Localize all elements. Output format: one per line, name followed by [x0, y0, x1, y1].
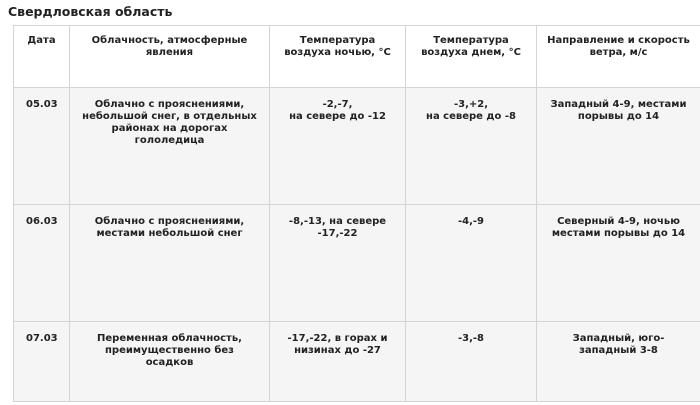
- day-temp-cell: -4,-9: [406, 205, 537, 322]
- header-wind: Направление и скорость ветра, м/с: [537, 26, 700, 88]
- table-row: [14, 322, 700, 402]
- night-temp-cell: -2,-7, на севере до -12: [270, 88, 406, 205]
- date-cell: 07.03: [14, 322, 70, 402]
- date-cell: 05.03: [14, 88, 70, 205]
- wind-cell: Западный 4-9, местами порывы до 14: [537, 88, 700, 205]
- header-date: Дата: [14, 26, 70, 88]
- night-temp-cell: -17,-22, в горах и низинах до -27: [270, 322, 406, 402]
- date-cell: 06.03: [14, 205, 70, 322]
- wind-cell: Западный, юго- западный 3-8: [537, 322, 700, 402]
- night-temp-cell: -8,-13, на севере -17,-22: [270, 205, 406, 322]
- clouds-cell: Переменная облачность, преимущественно без осадков: [70, 322, 270, 402]
- header-night-temp: Температура воздуха ночью, °С: [270, 26, 406, 88]
- header-clouds: Облачность, атмосферные явления: [70, 26, 270, 88]
- table-header-row: [14, 26, 700, 88]
- header-day-temp: Температура воздуха днем, °С: [406, 26, 537, 88]
- forecast-table: [13, 25, 700, 402]
- table-row: [14, 205, 700, 322]
- clouds-cell: Облачно с прояснениями, небольшой снег, в отдельных районах на дорогах гололедица: [70, 88, 270, 205]
- region-title: Свердловская область: [8, 4, 173, 19]
- day-temp-cell: -3,-8: [406, 322, 537, 402]
- wind-cell: Северный 4-9, ночью местами порывы до 14: [537, 205, 700, 322]
- clouds-cell: Облачно с прояснениями, местами небольшой снег: [70, 205, 270, 322]
- table-row: [14, 88, 700, 205]
- day-temp-cell: -3,+2, на севере до -8: [406, 88, 537, 205]
